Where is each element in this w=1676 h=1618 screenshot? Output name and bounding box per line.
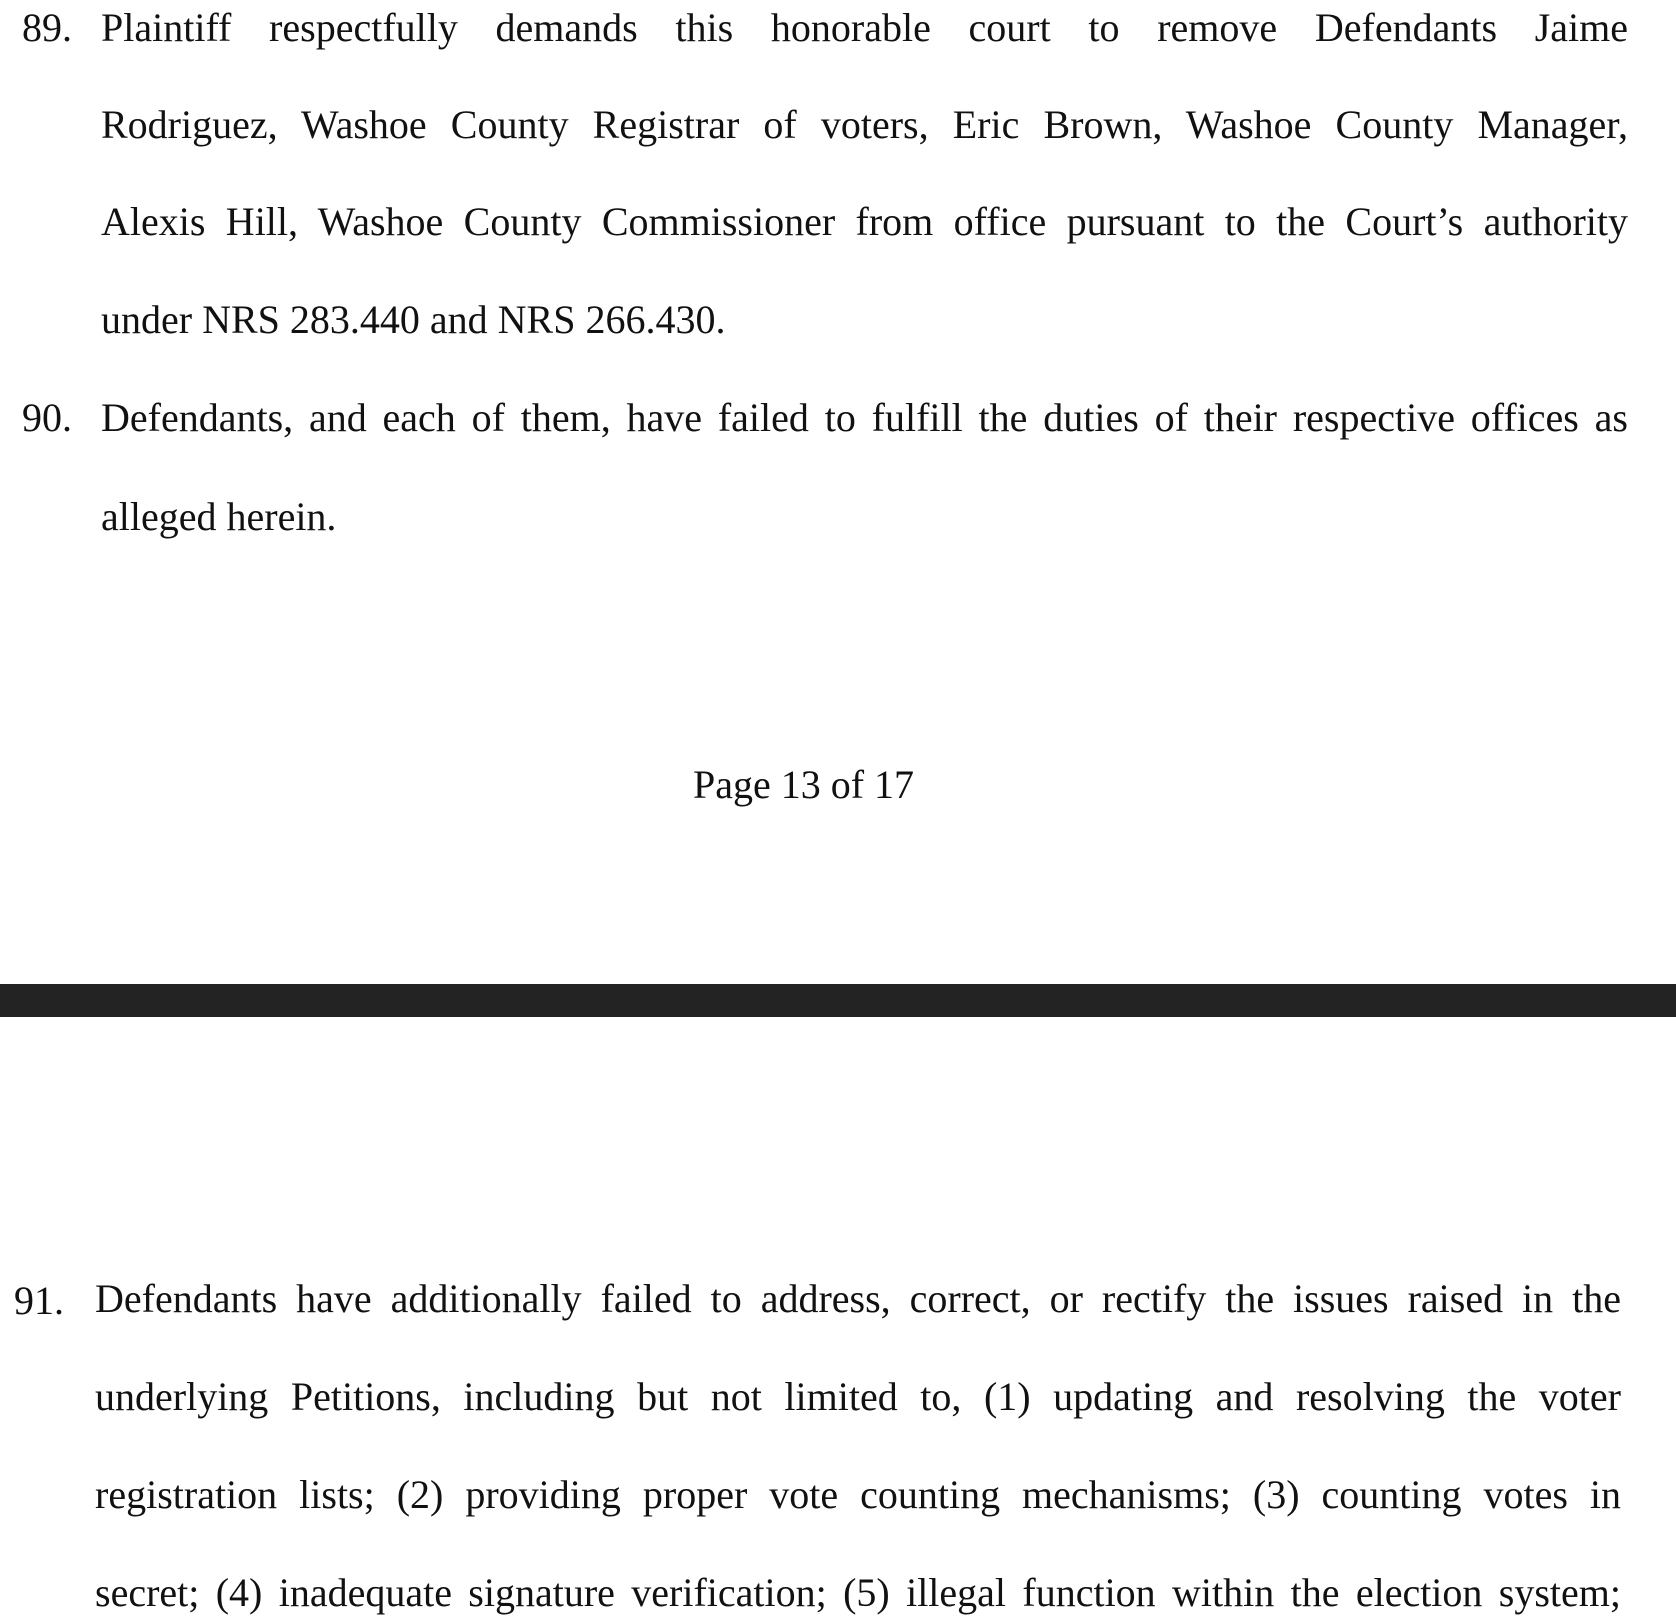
paragraph-number: 90.	[22, 395, 72, 440]
paragraph-line: alleged herein.	[101, 494, 337, 539]
paragraph-line: secret; (4) inadequate signature verification; (5) illegal function within the election system;	[95, 1570, 1621, 1615]
paragraph-number: 89.	[22, 5, 72, 50]
page-footer: Page 13 of 17	[692, 762, 915, 807]
document-page-14	[0, 1017, 1676, 1618]
paragraph-line: Rodriguez, Washoe County Registrar of voters, Eric Brown, Washoe County Manager,	[101, 102, 1628, 147]
page-divider	[0, 984, 1676, 1017]
paragraph-line: registration lists; (2) providing proper vote counting mechanisms; (3) counting votes in	[95, 1472, 1621, 1517]
paragraph-line: Defendants, and each of them, have failed to fulfill the duties of their respective offices as	[101, 395, 1628, 440]
paragraph-line: under NRS 283.440 and NRS 266.430.	[101, 297, 726, 342]
paragraph-number: 91.	[14, 1278, 64, 1323]
paragraph-line: Defendants have additionally failed to address, correct, or rectify the issues raised in the	[95, 1276, 1621, 1321]
paragraph-line: underlying Petitions, including but not limited to, (1) updating and resolving the voter	[95, 1374, 1621, 1419]
paragraph-line: Plaintiff respectfully demands this honorable court to remove Defendants Jaime	[101, 5, 1628, 50]
paragraph-line: Alexis Hill, Washoe County Commissioner from office pursuant to the Court’s authority	[101, 199, 1628, 244]
